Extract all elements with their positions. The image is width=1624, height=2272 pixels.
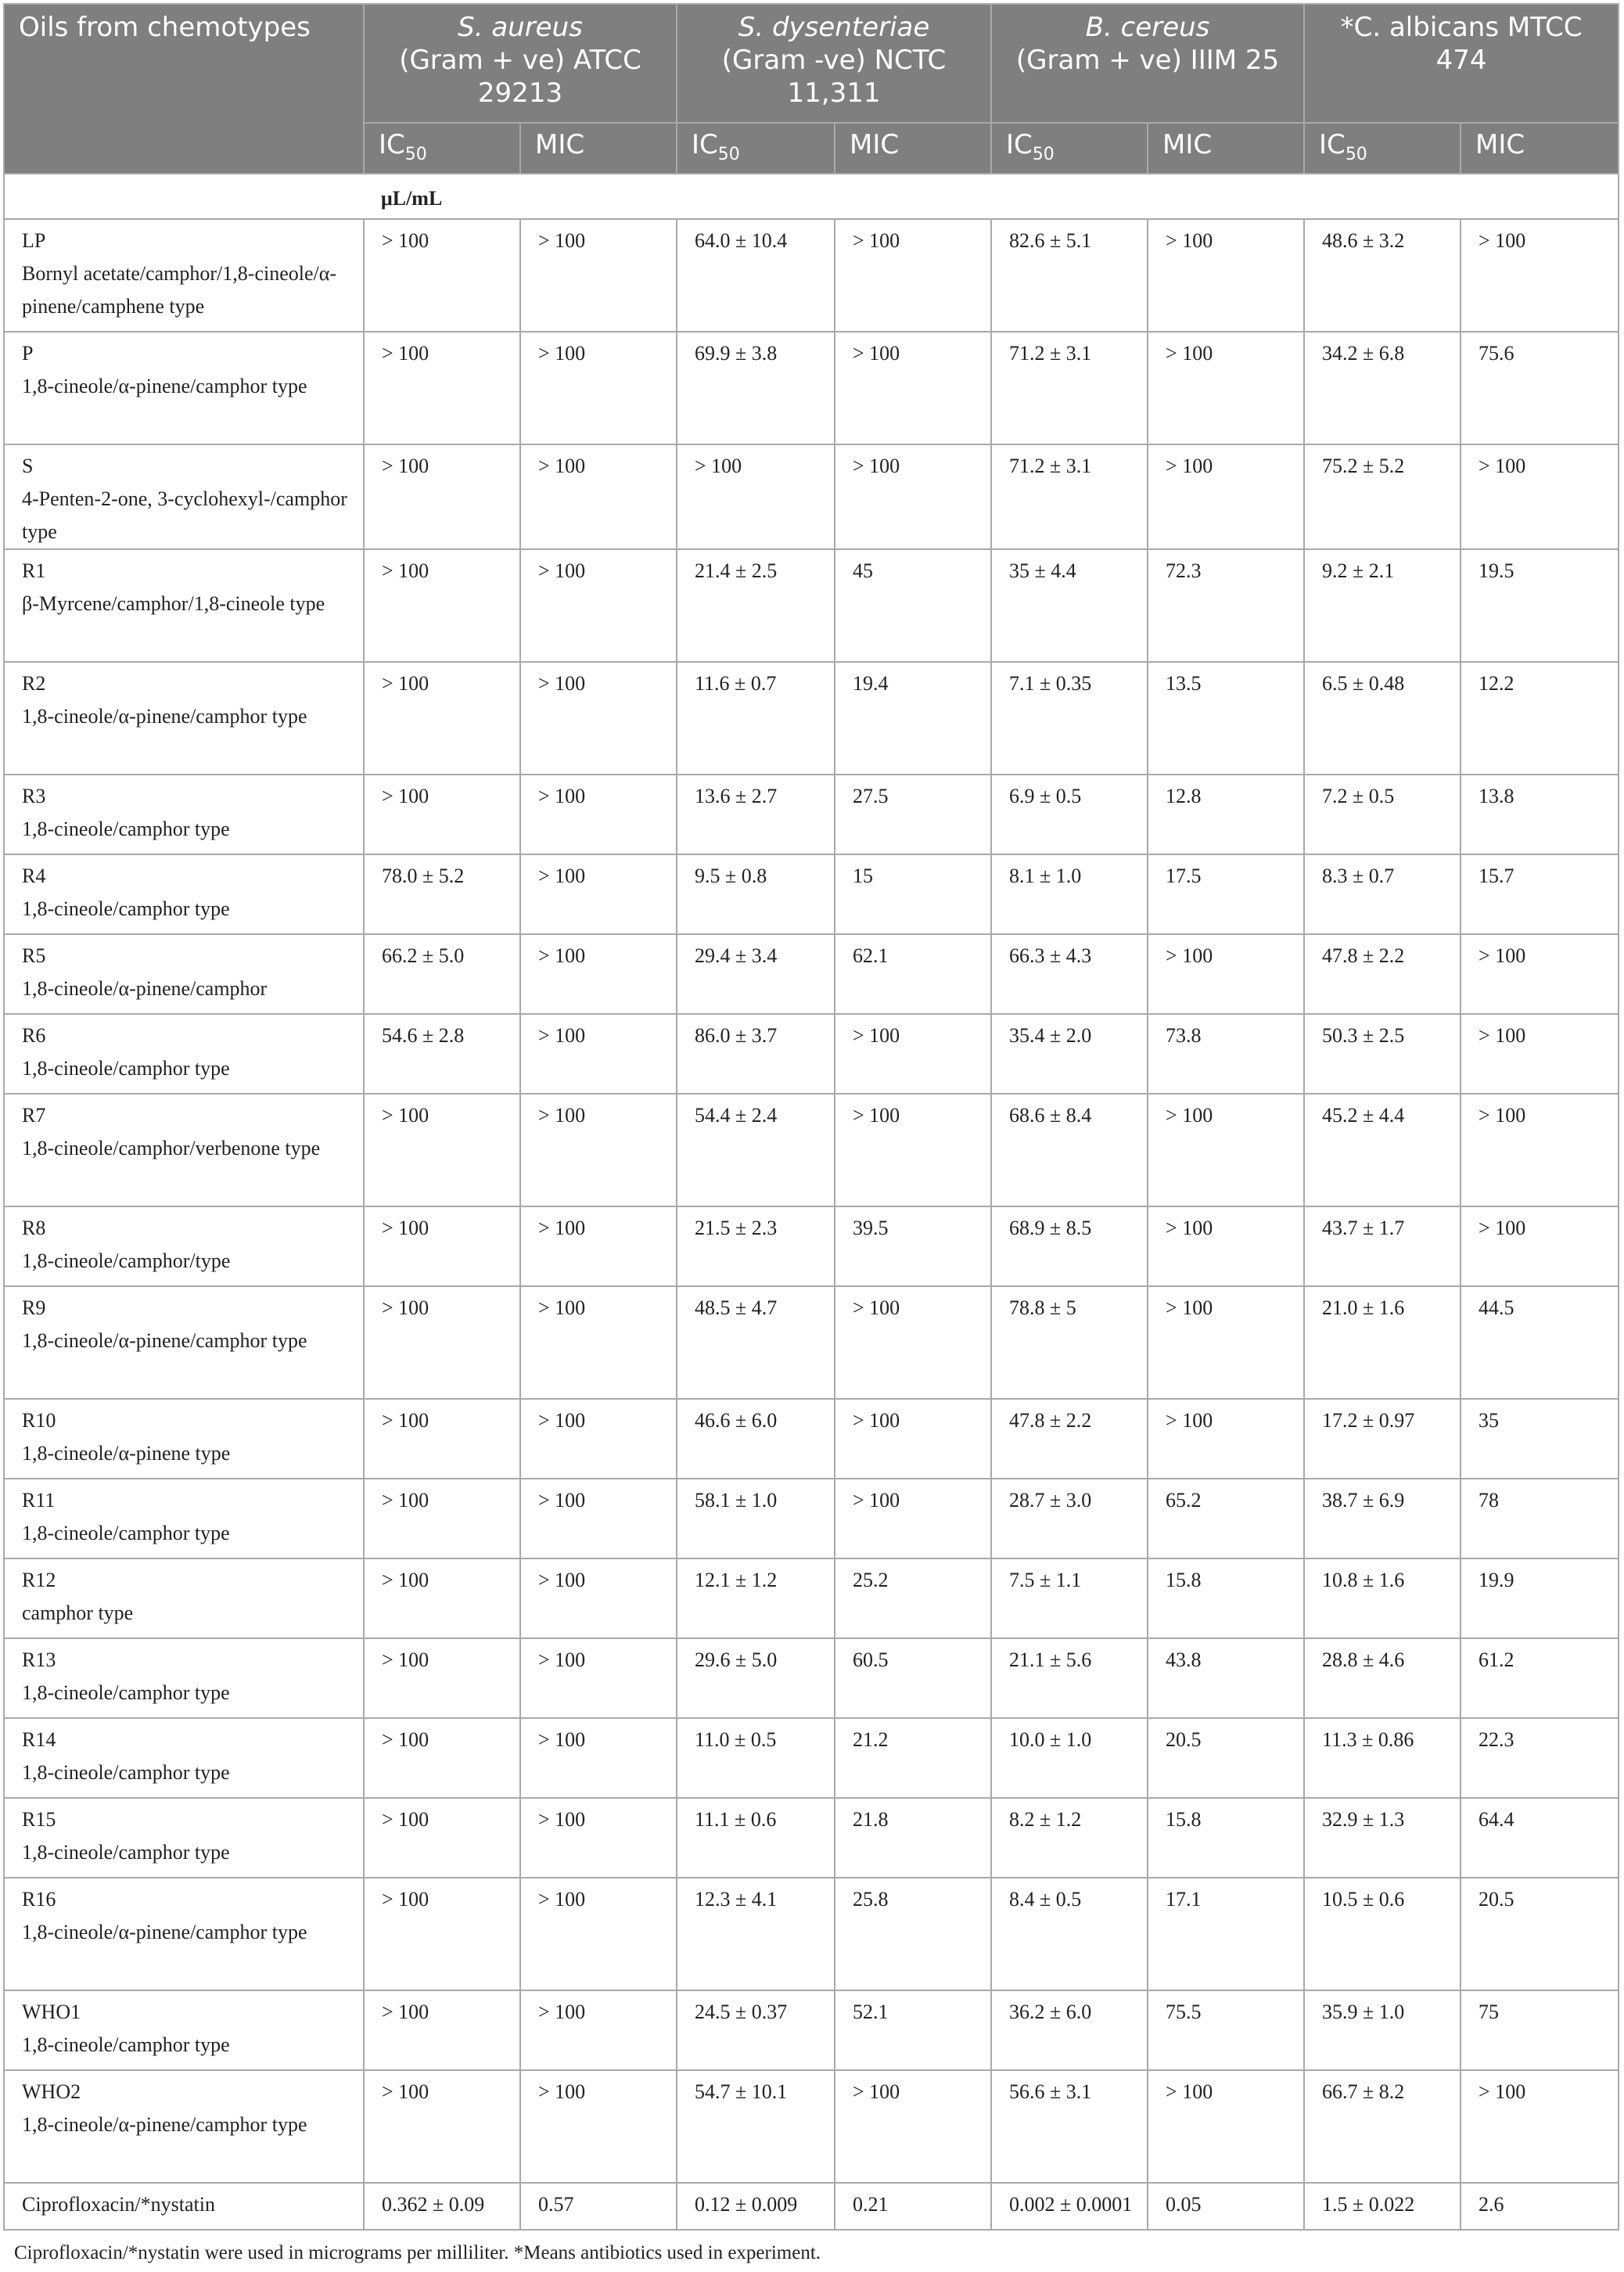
chemotype-cell bbox=[4, 219, 364, 332]
chemotype-name: WHO1 bbox=[22, 2001, 81, 2023]
ic50-header bbox=[677, 123, 835, 174]
ic50-value: > 100 bbox=[364, 2070, 520, 2183]
chemotype-type: 1,8-cineole/camphor type bbox=[22, 1761, 230, 1784]
mic-value: 13.5 bbox=[1148, 662, 1304, 775]
ic50-value: 8.1 ± 1.0 bbox=[991, 854, 1148, 934]
antimicrobial-activity-table bbox=[3, 3, 1619, 2231]
ic50-value: > 100 bbox=[364, 1479, 520, 1558]
unit-row bbox=[4, 174, 1619, 219]
chemotype-type: 1,8-cineole/α-pinene type bbox=[22, 1442, 231, 1465]
mic-value: > 100 bbox=[835, 2070, 991, 2183]
mic-value: > 100 bbox=[835, 332, 991, 444]
ic50-value: > 100 bbox=[364, 1286, 520, 1399]
mic-value: 15 bbox=[835, 854, 991, 934]
mic-value: 78 bbox=[1461, 1479, 1619, 1558]
ic50-value: 78.8 ± 5 bbox=[991, 1286, 1148, 1399]
chemotype-cell bbox=[4, 1094, 364, 1206]
mic-value: 39.5 bbox=[835, 1206, 991, 1286]
mic-value: > 100 bbox=[520, 854, 677, 934]
ic50-value: > 100 bbox=[364, 444, 520, 549]
organism-name: S. dysenteriae bbox=[738, 12, 930, 43]
chemotype-type: 1,8-cineole/camphor type bbox=[22, 1681, 230, 1704]
mic-value: 20.5 bbox=[1148, 1718, 1304, 1798]
chemotype-name: R5 bbox=[22, 944, 46, 967]
ic50-value: 54.7 ± 10.1 bbox=[677, 2070, 835, 2183]
mic-value: > 100 bbox=[835, 444, 991, 549]
chemotype-name: R11 bbox=[22, 1489, 56, 1512]
mic-value: > 100 bbox=[520, 1399, 677, 1479]
mic-value: 13.8 bbox=[1461, 775, 1619, 854]
mic-value: 75.5 bbox=[1148, 1990, 1304, 2070]
mic-value: > 100 bbox=[520, 219, 677, 332]
ic50-value: > 100 bbox=[364, 775, 520, 854]
ic50-value: > 100 bbox=[364, 1878, 520, 1990]
mic-value: > 100 bbox=[835, 1286, 991, 1399]
ic50-value: 0.362 ± 0.09 bbox=[364, 2183, 520, 2230]
table-row bbox=[4, 1399, 1619, 1479]
mic-value: 12.8 bbox=[1148, 775, 1304, 854]
ic50-value: 86.0 ± 3.7 bbox=[677, 1014, 835, 1094]
ic50-value: 0.12 ± 0.009 bbox=[677, 2183, 835, 2230]
ic50-value: 36.2 ± 6.0 bbox=[991, 1990, 1148, 2070]
table-row bbox=[4, 662, 1619, 775]
mic-value: 25.8 bbox=[835, 1878, 991, 1990]
unit-label: μL/mL bbox=[364, 174, 1619, 219]
ic50-value: 66.7 ± 8.2 bbox=[1304, 2070, 1461, 2183]
ic50-value: > 100 bbox=[364, 662, 520, 775]
ic50-subscript: 50 bbox=[1345, 145, 1367, 164]
chemotype-cell bbox=[4, 1990, 364, 2070]
ic50-value: 46.6 ± 6.0 bbox=[677, 1399, 835, 1479]
chemotype-name: R10 bbox=[22, 1409, 56, 1432]
ic50-label: IC bbox=[1319, 129, 1346, 160]
mic-value: 15.8 bbox=[1148, 1558, 1304, 1638]
chemotype-name: R13 bbox=[22, 1648, 56, 1671]
table-row bbox=[4, 549, 1619, 662]
table-row bbox=[4, 444, 1619, 549]
ic50-value: 78.0 ± 5.2 bbox=[364, 854, 520, 934]
chemotype-cell bbox=[4, 934, 364, 1014]
ic50-value: 50.3 ± 2.5 bbox=[1304, 1014, 1461, 1094]
chemotype-cell bbox=[4, 549, 364, 662]
ic50-value: 12.3 ± 4.1 bbox=[677, 1878, 835, 1990]
organism-detail: (Gram + ve) ATCC 29213 bbox=[399, 45, 641, 109]
mic-value: 20.5 bbox=[1461, 1878, 1619, 1990]
chemotype-type: 1,8-cineole/α-pinene/camphor type bbox=[22, 2113, 307, 2136]
unit-row-blank bbox=[4, 174, 364, 219]
ic50-value: 6.5 ± 0.48 bbox=[1304, 662, 1461, 775]
ic50-subscript: 50 bbox=[1032, 145, 1055, 164]
ic50-value: 29.4 ± 3.4 bbox=[677, 934, 835, 1014]
ic50-value: 48.6 ± 3.2 bbox=[1304, 219, 1461, 332]
mic-value: > 100 bbox=[520, 1878, 677, 1990]
ic50-value: 75.2 ± 5.2 bbox=[1304, 444, 1461, 549]
chemotype-cell bbox=[4, 1286, 364, 1399]
chemotype-cell bbox=[4, 662, 364, 775]
mic-value: > 100 bbox=[1148, 1399, 1304, 1479]
ic50-value: 43.7 ± 1.7 bbox=[1304, 1206, 1461, 1286]
mic-value: > 100 bbox=[520, 1798, 677, 1878]
mic-value: > 100 bbox=[520, 1094, 677, 1206]
ic50-value: 7.2 ± 0.5 bbox=[1304, 775, 1461, 854]
chemotype-cell bbox=[4, 1558, 364, 1638]
chemotype-type: 1,8-cineole/α-pinene/camphor bbox=[22, 977, 268, 1000]
ic50-value: 8.2 ± 1.2 bbox=[991, 1798, 1148, 1878]
chemotype-name: P bbox=[22, 342, 34, 365]
ic50-value: 11.0 ± 0.5 bbox=[677, 1718, 835, 1798]
mic-value: 75.6 bbox=[1461, 332, 1619, 444]
mic-header: MIC bbox=[1461, 123, 1619, 174]
ic50-value: 21.0 ± 1.6 bbox=[1304, 1286, 1461, 1399]
mic-value: > 100 bbox=[835, 1399, 991, 1479]
mic-value: 21.8 bbox=[835, 1798, 991, 1878]
ic50-value: 8.4 ± 0.5 bbox=[991, 1878, 1148, 1990]
chemotype-name: S bbox=[22, 455, 34, 477]
mic-value: 60.5 bbox=[835, 1638, 991, 1718]
mic-value: 19.5 bbox=[1461, 549, 1619, 662]
mic-value: > 100 bbox=[1461, 444, 1619, 549]
ic50-value: 6.9 ± 0.5 bbox=[991, 775, 1148, 854]
ic50-value: 17.2 ± 0.97 bbox=[1304, 1399, 1461, 1479]
ic50-value: 54.6 ± 2.8 bbox=[364, 1014, 520, 1094]
mic-value: 15.8 bbox=[1148, 1798, 1304, 1878]
mic-value: > 100 bbox=[520, 444, 677, 549]
ic50-value: 35.9 ± 1.0 bbox=[1304, 1990, 1461, 2070]
mic-value: 72.3 bbox=[1148, 549, 1304, 662]
ic50-value: 28.7 ± 3.0 bbox=[991, 1479, 1148, 1558]
chemotype-cell bbox=[4, 1399, 364, 1479]
mic-header: MIC bbox=[1148, 123, 1304, 174]
mic-value: 61.2 bbox=[1461, 1638, 1619, 1718]
mic-value: > 100 bbox=[520, 934, 677, 1014]
mic-value: 73.8 bbox=[1148, 1014, 1304, 1094]
mic-value: > 100 bbox=[1148, 444, 1304, 549]
chemotype-type: 1,8-cineole/camphor type bbox=[22, 818, 230, 840]
mic-value: 75 bbox=[1461, 1990, 1619, 2070]
organism-header bbox=[1304, 4, 1619, 123]
mic-value: 15.7 bbox=[1461, 854, 1619, 934]
mic-value: 19.4 bbox=[835, 662, 991, 775]
ic50-value: 8.3 ± 0.7 bbox=[1304, 854, 1461, 934]
ic50-value: 71.2 ± 3.1 bbox=[991, 332, 1148, 444]
mic-value: > 100 bbox=[835, 1014, 991, 1094]
table-row bbox=[4, 2183, 1619, 2230]
ic50-subscript: 50 bbox=[404, 145, 427, 164]
mic-header: MIC bbox=[835, 123, 991, 174]
chemotype-name: WHO2 bbox=[22, 2080, 81, 2103]
ic50-value: 10.5 ± 0.6 bbox=[1304, 1878, 1461, 1990]
mic-value: > 100 bbox=[835, 219, 991, 332]
ic50-value: 66.3 ± 4.3 bbox=[991, 934, 1148, 1014]
chemotype-type: 1,8-cineole/camphor type bbox=[22, 1522, 230, 1544]
chemotype-name: R16 bbox=[22, 1888, 56, 1911]
chemotype-type: 1,8-cineole/camphor type bbox=[22, 2033, 230, 2056]
ic50-subscript: 50 bbox=[717, 145, 740, 164]
ic50-value: 1.5 ± 0.022 bbox=[1304, 2183, 1461, 2230]
row-label-header: Oils from chemotypes bbox=[4, 4, 364, 174]
table-row bbox=[4, 1479, 1619, 1558]
mic-value: > 100 bbox=[835, 1479, 991, 1558]
ic50-value: 32.9 ± 1.3 bbox=[1304, 1798, 1461, 1878]
mic-header: MIC bbox=[520, 123, 677, 174]
ic50-value: > 100 bbox=[364, 1718, 520, 1798]
chemotype-cell bbox=[4, 2183, 364, 2230]
ic50-value: 69.9 ± 3.8 bbox=[677, 332, 835, 444]
ic50-value: > 100 bbox=[364, 219, 520, 332]
table-row bbox=[4, 1718, 1619, 1798]
ic50-value: 66.2 ± 5.0 bbox=[364, 934, 520, 1014]
ic50-value: 47.8 ± 2.2 bbox=[991, 1399, 1148, 1479]
mic-value: 17.5 bbox=[1148, 854, 1304, 934]
table-body bbox=[4, 174, 1619, 2230]
chemotype-type: 1,8-cineole/camphor/verbenone type bbox=[22, 1137, 321, 1159]
mic-value: 22.3 bbox=[1461, 1718, 1619, 1798]
chemotype-name: R9 bbox=[22, 1296, 46, 1319]
chemotype-type: β-Myrcene/camphor/1,8-cineole type bbox=[22, 592, 325, 615]
mic-value: 52.1 bbox=[835, 1990, 991, 2070]
mic-value: > 100 bbox=[520, 332, 677, 444]
ic50-label: IC bbox=[692, 129, 718, 160]
table-row bbox=[4, 219, 1619, 332]
chemotype-cell bbox=[4, 444, 364, 549]
ic50-header bbox=[1304, 123, 1461, 174]
ic50-label: IC bbox=[1006, 129, 1033, 160]
chemotype-cell bbox=[4, 1206, 364, 1286]
chemotype-cell bbox=[4, 1014, 364, 1094]
mic-value: 45 bbox=[835, 549, 991, 662]
mic-value: 65.2 bbox=[1148, 1479, 1304, 1558]
ic50-value: 38.7 ± 6.9 bbox=[1304, 1479, 1461, 1558]
mic-value: > 100 bbox=[520, 1990, 677, 2070]
mic-value: > 100 bbox=[520, 1718, 677, 1798]
ic50-value: > 100 bbox=[364, 1206, 520, 1286]
mic-value: > 100 bbox=[520, 1638, 677, 1718]
ic50-value: 7.1 ± 0.35 bbox=[991, 662, 1148, 775]
organism-detail: (Gram -ve) NCTC 11,311 bbox=[721, 45, 947, 109]
ic50-value: 24.5 ± 0.37 bbox=[677, 1990, 835, 2070]
ic50-value: 34.2 ± 6.8 bbox=[1304, 332, 1461, 444]
ic50-value: 21.5 ± 2.3 bbox=[677, 1206, 835, 1286]
mic-value: > 100 bbox=[520, 2070, 677, 2183]
mic-value: > 100 bbox=[1461, 1094, 1619, 1206]
chemotype-name: R3 bbox=[22, 785, 46, 807]
organism-name: B. cereus bbox=[1085, 12, 1210, 43]
chemotype-type: 1,8-cineole/camphor type bbox=[22, 1841, 230, 1864]
mic-value: 21.2 bbox=[835, 1718, 991, 1798]
mic-value: > 100 bbox=[520, 775, 677, 854]
mic-value: > 100 bbox=[520, 549, 677, 662]
ic50-header bbox=[991, 123, 1148, 174]
chemotype-name: R7 bbox=[22, 1104, 46, 1127]
table-row bbox=[4, 2070, 1619, 2183]
mic-value: 44.5 bbox=[1461, 1286, 1619, 1399]
organism-detail: (Gram + ve) IIIM 25 bbox=[1015, 45, 1280, 76]
chemotype-cell bbox=[4, 854, 364, 934]
chemotype-name: R12 bbox=[22, 1569, 56, 1591]
chemotype-cell bbox=[4, 1479, 364, 1558]
ic50-value: 7.5 ± 1.1 bbox=[991, 1558, 1148, 1638]
mic-value: > 100 bbox=[1148, 1286, 1304, 1399]
mic-value: > 100 bbox=[835, 1094, 991, 1206]
mic-value: > 100 bbox=[520, 1558, 677, 1638]
mic-value: 12.2 bbox=[1461, 662, 1619, 775]
chemotype-type: 1,8-cineole/camphor type bbox=[22, 1057, 230, 1080]
chemotype-cell bbox=[4, 1798, 364, 1878]
mic-value: 62.1 bbox=[835, 934, 991, 1014]
ic50-value: 10.0 ± 1.0 bbox=[991, 1718, 1148, 1798]
chemotype-type: 1,8-cineole/camphor/type bbox=[22, 1249, 231, 1272]
chemotype-name: R4 bbox=[22, 865, 46, 887]
ic50-value: > 100 bbox=[364, 1990, 520, 2070]
ic50-value: 12.1 ± 1.2 bbox=[677, 1558, 835, 1638]
mic-value: > 100 bbox=[1461, 219, 1619, 332]
chemotype-name: R8 bbox=[22, 1217, 46, 1239]
chemotype-name: R1 bbox=[22, 559, 46, 582]
ic50-value: 11.3 ± 0.86 bbox=[1304, 1718, 1461, 1798]
mic-value: 43.8 bbox=[1148, 1638, 1304, 1718]
chemotype-type: Bornyl acetate/camphor/1,8-cineole/α-pinene/camphene type bbox=[22, 262, 337, 318]
ic50-value: 64.0 ± 10.4 bbox=[677, 219, 835, 332]
ic50-value: 71.2 ± 3.1 bbox=[991, 444, 1148, 549]
ic50-value: 35.4 ± 2.0 bbox=[991, 1014, 1148, 1094]
chemotype-cell bbox=[4, 775, 364, 854]
ic50-value: 54.4 ± 2.4 bbox=[677, 1094, 835, 1206]
organism-header bbox=[991, 4, 1304, 123]
table-row bbox=[4, 1094, 1619, 1206]
table-row bbox=[4, 1206, 1619, 1286]
ic50-value: > 100 bbox=[364, 1798, 520, 1878]
ic50-value: > 100 bbox=[364, 1638, 520, 1718]
chemotype-cell bbox=[4, 1638, 364, 1718]
chemotype-type: 1,8-cineole/α-pinene/camphor type bbox=[22, 1329, 307, 1352]
header-row-organisms bbox=[4, 4, 1619, 123]
chemotype-name: LP bbox=[22, 229, 46, 252]
ic50-label: IC bbox=[379, 129, 405, 160]
chemotype-type: camphor type bbox=[22, 1602, 134, 1624]
ic50-value: > 100 bbox=[364, 1094, 520, 1206]
table-row bbox=[4, 1638, 1619, 1718]
table-row bbox=[4, 775, 1619, 854]
chemotype-cell bbox=[4, 1878, 364, 1990]
chemotype-cell bbox=[4, 2070, 364, 2183]
ic50-value: 11.1 ± 0.6 bbox=[677, 1798, 835, 1878]
ic50-header bbox=[364, 123, 520, 174]
mic-value: > 100 bbox=[1148, 332, 1304, 444]
mic-value: > 100 bbox=[1148, 1094, 1304, 1206]
ic50-value: > 100 bbox=[364, 332, 520, 444]
ic50-value: 68.9 ± 8.5 bbox=[991, 1206, 1148, 1286]
chemotype-name: R2 bbox=[22, 672, 46, 695]
ic50-value: 82.6 ± 5.1 bbox=[991, 219, 1148, 332]
ic50-value: 47.8 ± 2.2 bbox=[1304, 934, 1461, 1014]
mic-value: 64.4 bbox=[1461, 1798, 1619, 1878]
mic-value: > 100 bbox=[520, 1479, 677, 1558]
table-row bbox=[4, 1558, 1619, 1638]
table-row bbox=[4, 1286, 1619, 1399]
ic50-value: 21.1 ± 5.6 bbox=[991, 1638, 1148, 1718]
ic50-value: 48.5 ± 4.7 bbox=[677, 1286, 835, 1399]
organism-name: S. aureus bbox=[458, 12, 583, 43]
table-row bbox=[4, 854, 1619, 934]
mic-value: > 100 bbox=[520, 662, 677, 775]
ic50-value: > 100 bbox=[364, 549, 520, 662]
chemotype-type: 1,8-cineole/α-pinene/camphor type bbox=[22, 705, 307, 728]
table-footnote: Ciprofloxacin/*nystatin were used in micrograms per milliliter. *Means antibiotics used in experiment. bbox=[14, 2242, 821, 2263]
chemotype-name: R6 bbox=[22, 1024, 46, 1047]
mic-value: > 100 bbox=[1148, 934, 1304, 1014]
ic50-value: 11.6 ± 0.7 bbox=[677, 662, 835, 775]
ic50-value: 9.5 ± 0.8 bbox=[677, 854, 835, 934]
ic50-value: > 100 bbox=[677, 444, 835, 549]
ic50-value: 0.002 ± 0.0001 bbox=[991, 2183, 1148, 2230]
ic50-value: 58.1 ± 1.0 bbox=[677, 1479, 835, 1558]
ic50-value: 29.6 ± 5.0 bbox=[677, 1638, 835, 1718]
ic50-value: 35 ± 4.4 bbox=[991, 549, 1148, 662]
mic-value: > 100 bbox=[1461, 1014, 1619, 1094]
mic-value: > 100 bbox=[520, 1286, 677, 1399]
ic50-value: 28.8 ± 4.6 bbox=[1304, 1638, 1461, 1718]
chemotype-type: 4-Penten-2-one, 3-cyclohexyl-/camphor type bbox=[22, 487, 347, 543]
mic-value: > 100 bbox=[1148, 219, 1304, 332]
ic50-value: > 100 bbox=[364, 1399, 520, 1479]
table-row bbox=[4, 1878, 1619, 1990]
mic-value: > 100 bbox=[1461, 1206, 1619, 1286]
mic-value: 0.57 bbox=[520, 2183, 677, 2230]
chemotype-cell bbox=[4, 332, 364, 444]
mic-value: > 100 bbox=[520, 1014, 677, 1094]
table-row bbox=[4, 1990, 1619, 2070]
table-row bbox=[4, 934, 1619, 1014]
mic-value: 35 bbox=[1461, 1399, 1619, 1479]
mic-value: 17.1 bbox=[1148, 1878, 1304, 1990]
chemotype-type: 1,8-cineole/α-pinene/camphor type bbox=[22, 1921, 307, 1943]
mic-value: 0.05 bbox=[1148, 2183, 1304, 2230]
ic50-value: 68.6 ± 8.4 bbox=[991, 1094, 1148, 1206]
table-row bbox=[4, 332, 1619, 444]
mic-value: > 100 bbox=[1148, 2070, 1304, 2183]
mic-value: 19.9 bbox=[1461, 1558, 1619, 1638]
chemotype-type: 1,8-cineole/camphor type bbox=[22, 897, 230, 920]
ic50-value: 10.8 ± 1.6 bbox=[1304, 1558, 1461, 1638]
chemotype-name: R14 bbox=[22, 1728, 56, 1751]
organism-detail: *C. albicans MTCC 474 bbox=[1340, 12, 1583, 76]
mic-value: > 100 bbox=[1461, 2070, 1619, 2183]
ic50-value: 9.2 ± 2.1 bbox=[1304, 549, 1461, 662]
mic-value: 25.2 bbox=[835, 1558, 991, 1638]
ic50-value: 56.6 ± 3.1 bbox=[991, 2070, 1148, 2183]
mic-value: > 100 bbox=[1148, 1206, 1304, 1286]
ic50-value: 13.6 ± 2.7 bbox=[677, 775, 835, 854]
chemotype-type: 1,8-cineole/α-pinene/camphor type bbox=[22, 375, 307, 397]
ic50-value: 21.4 ± 2.5 bbox=[677, 549, 835, 662]
mic-value: > 100 bbox=[520, 1206, 677, 1286]
chemotype-name: Ciprofloxacin/*nystatin bbox=[22, 2193, 215, 2216]
chemotype-name: R15 bbox=[22, 1808, 56, 1831]
table-row bbox=[4, 1798, 1619, 1878]
ic50-value: > 100 bbox=[364, 1558, 520, 1638]
organism-header bbox=[364, 4, 677, 123]
mic-value: > 100 bbox=[1461, 934, 1619, 1014]
table-row bbox=[4, 1014, 1619, 1094]
mic-value: 0.21 bbox=[835, 2183, 991, 2230]
mic-value: 2.6 bbox=[1461, 2183, 1619, 2230]
mic-value: 27.5 bbox=[835, 775, 991, 854]
chemotype-cell bbox=[4, 1718, 364, 1798]
ic50-value: 45.2 ± 4.4 bbox=[1304, 1094, 1461, 1206]
organism-header bbox=[677, 4, 991, 123]
